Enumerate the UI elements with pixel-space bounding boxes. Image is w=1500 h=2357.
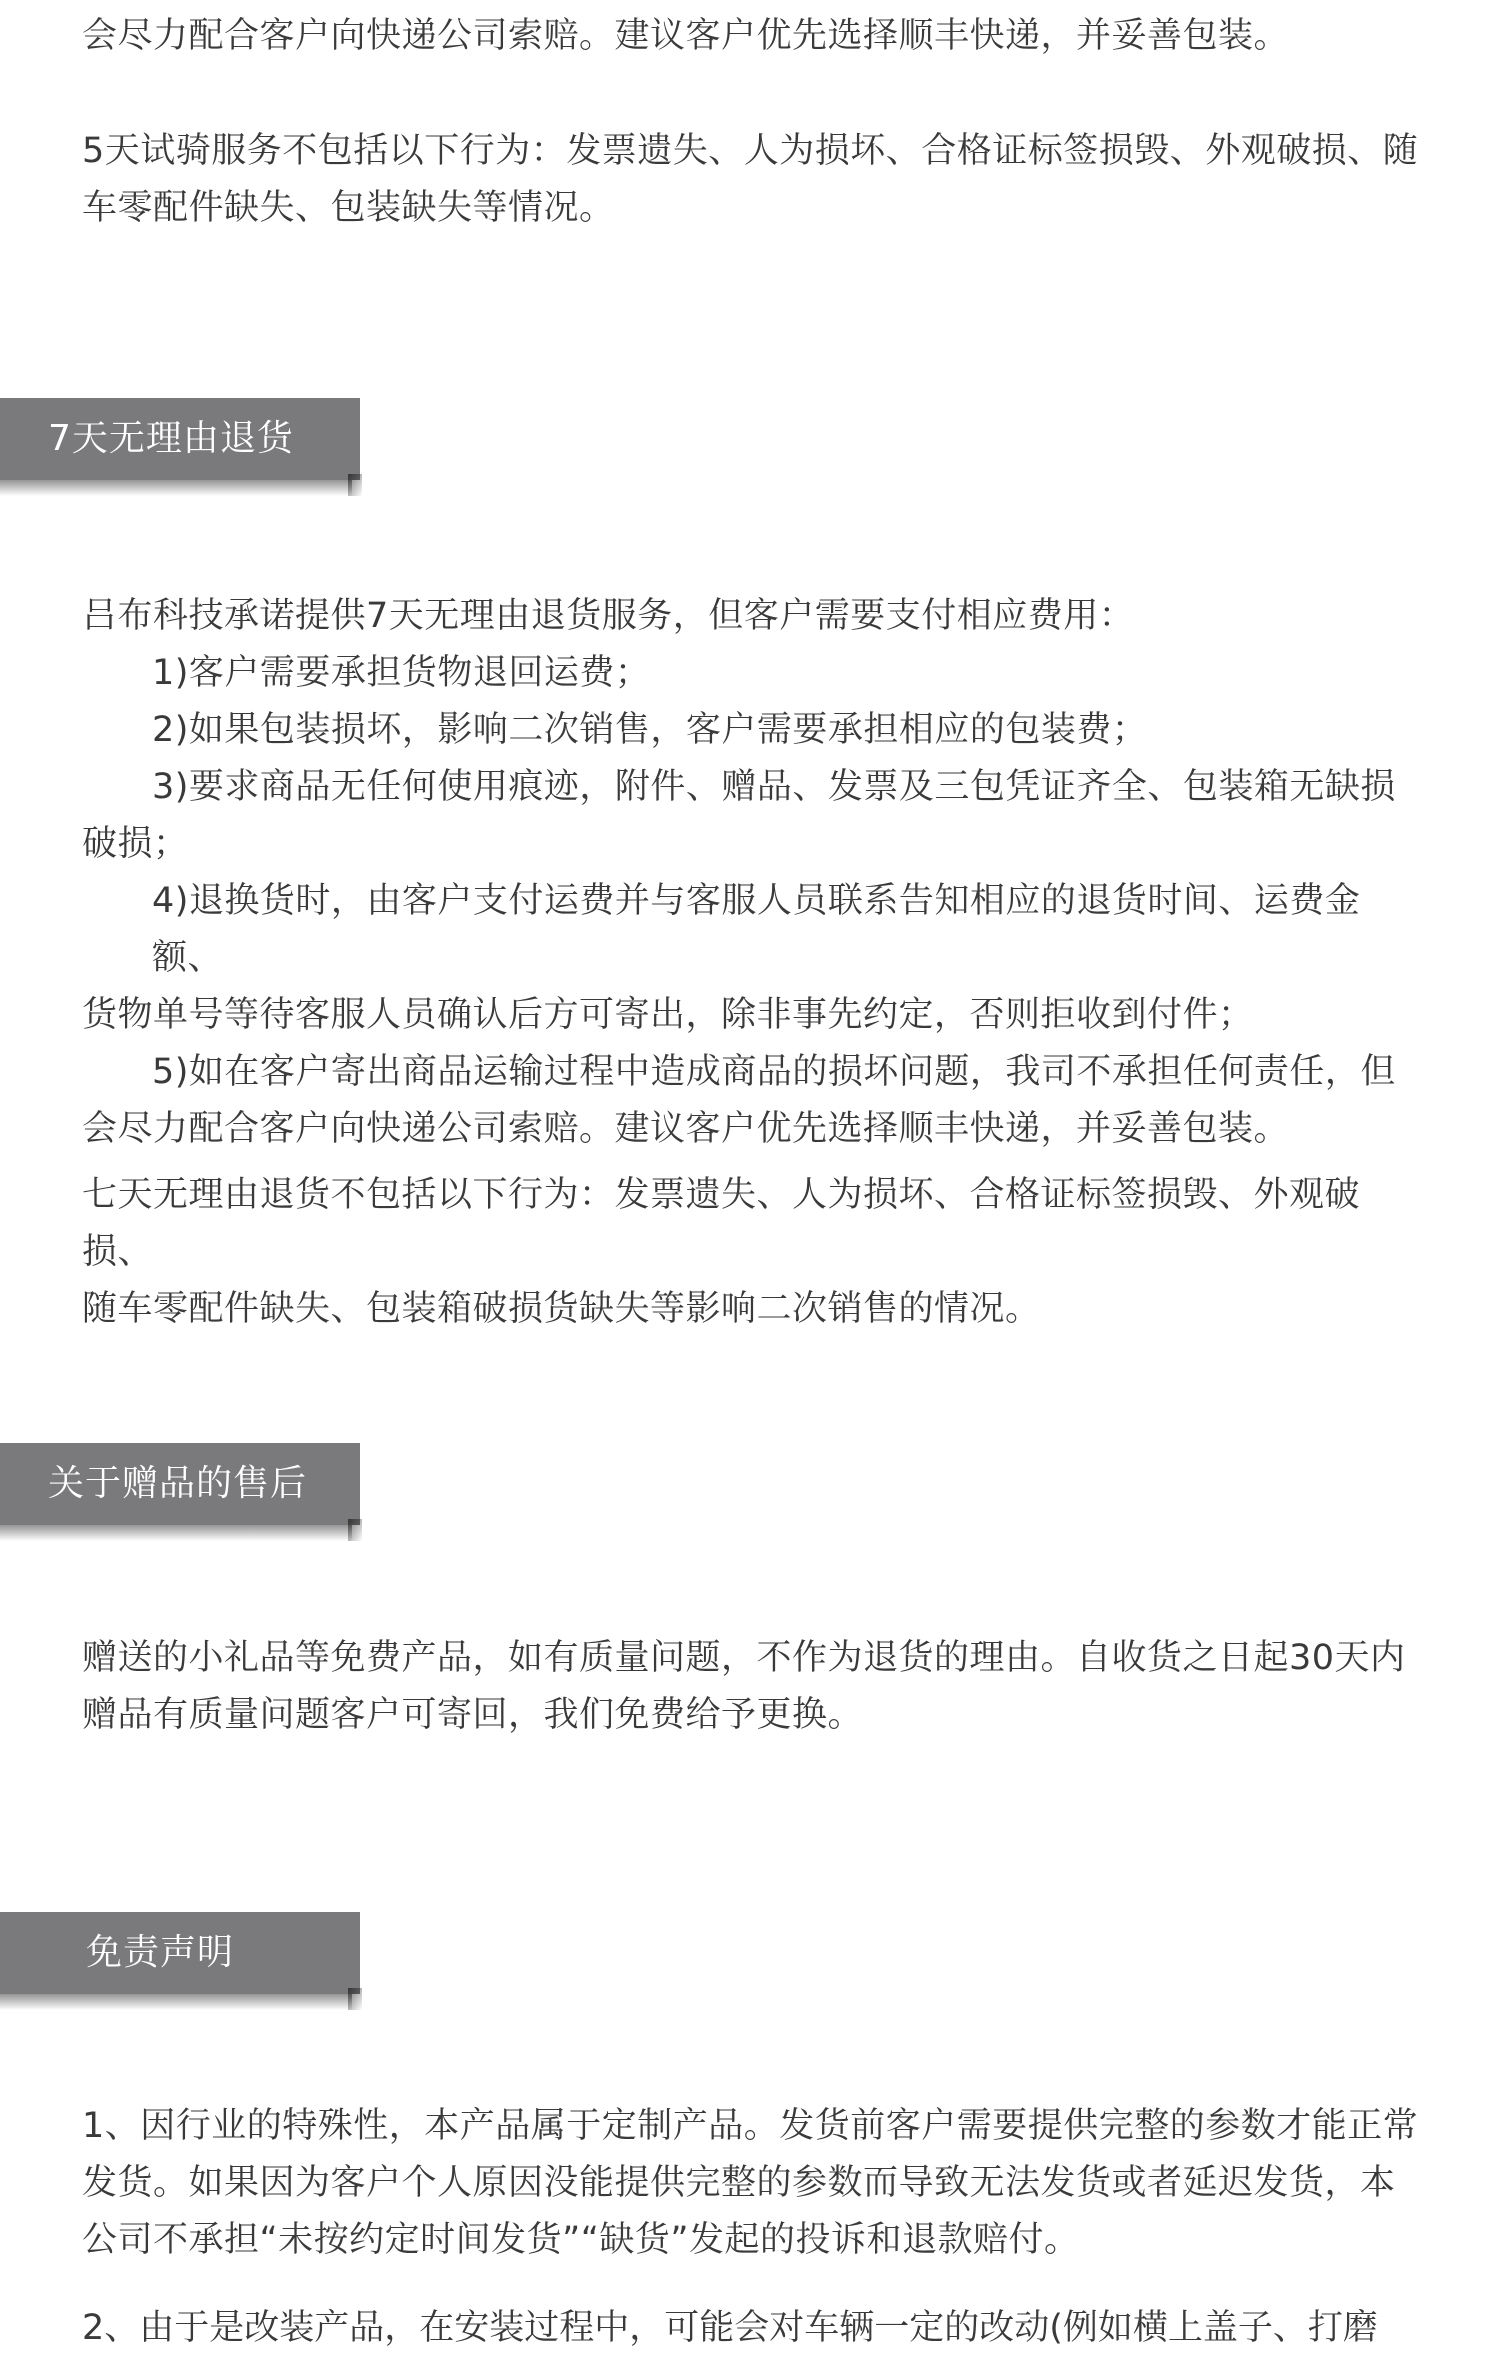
section-header-shadow-edge	[348, 1519, 362, 1541]
text-line: 发货。如果因为客户个人原因没能提供完整的参数而导致无法发货或者延迟发货，本	[82, 2163, 1396, 2203]
list-item: 3)要求商品无任何使用痕迹，附件、赠品、发票及三包凭证齐全、包装箱无缺损	[152, 767, 1396, 807]
return-policy-text	[82, 588, 1422, 1158]
list-item-continuation: 会尽力配合客户向快递公司索赔。建议客户优先选择顺丰快递，并妥善包装。	[82, 1109, 1290, 1149]
text-line: 七天无理由退货不包括以下行为：发票遗失、人为损坏、合格证标签损毁、外观破损、	[82, 1175, 1361, 1272]
text-line: 赠送的小礼品等免费产品，如有质量问题，不作为退货的理由。自收货之日起30天内	[82, 1638, 1406, 1678]
list-item-continuation: 破损；	[82, 824, 189, 864]
return-exclusion-text	[82, 1167, 1422, 1338]
trial-exclusion-text	[82, 123, 1422, 237]
text-line: 5天试骑服务不包括以下行为：发票遗失、人为损坏、合格证标签损毁、外观破损、随	[82, 131, 1419, 171]
section-header-gift	[0, 1443, 360, 1525]
text-line: 公司不承担“未按约定时间发货”“缺货”发起的投诉和退款赔付。	[82, 2220, 1080, 2260]
disclaimer-text	[82, 2098, 1422, 2269]
text-line: 赠品有质量问题客户可寄回，我们免费给予更换。	[82, 1695, 864, 1735]
section-header-shadow-edge	[348, 1988, 362, 2010]
list-item: 4)退换货时，由客户支付运费并与客服人员联系告知相应的退货时间、运费金额、	[152, 881, 1361, 978]
text-line: 车零配件缺失、包装缺失等情况。	[82, 188, 615, 228]
text-line: 随车零配件缺失、包装箱破损货缺失等影响二次销售的情况。	[82, 1289, 1041, 1329]
section-title: 7天无理由退货	[48, 418, 294, 459]
section-header-shadow	[0, 480, 352, 496]
text-line: 2、由于是改装产品，在安装过程中，可能会对车辆一定的改动(例如横上盖子、打磨	[82, 2308, 1378, 2348]
gift-policy-text	[82, 1630, 1422, 1744]
top-fragment-line	[82, 8, 1422, 65]
section-header-return	[0, 398, 360, 480]
list-item: 5)如在客户寄出商品运输过程中造成商品的损坏问题，我司不承担任何责任，但	[152, 1052, 1396, 1092]
section-header-disclaimer	[0, 1912, 360, 1994]
section-header-shadow-edge	[348, 474, 362, 496]
list-item-continuation: 货物单号等待客服人员确认后方可寄出，除非事先约定，否则拒收到付件；	[82, 995, 1254, 1035]
list-item: 1)客户需要承担货物退回运费；	[152, 653, 651, 693]
text-line: 会尽力配合客户向快递公司索赔。建议客户优先选择顺丰快递，并妥善包装。	[82, 16, 1290, 56]
list-item: 2)如果包装损坏，影响二次销售，客户需要承担相应的包装费；	[152, 710, 1148, 750]
text-line: 1、因行业的特殊性，本产品属于定制产品。发货前客户需要提供完整的参数才能正常	[82, 2106, 1419, 2146]
disclaimer-cut-off-line	[82, 2300, 1422, 2348]
section-header-shadow	[0, 1994, 352, 2010]
section-header-shadow	[0, 1525, 352, 1541]
section-title: 关于赠品的售后	[48, 1463, 308, 1504]
text-line: 吕布科技承诺提供7天无理由退货服务，但客户需要支付相应费用：	[82, 596, 1135, 636]
section-title: 免责声明	[86, 1932, 235, 1973]
